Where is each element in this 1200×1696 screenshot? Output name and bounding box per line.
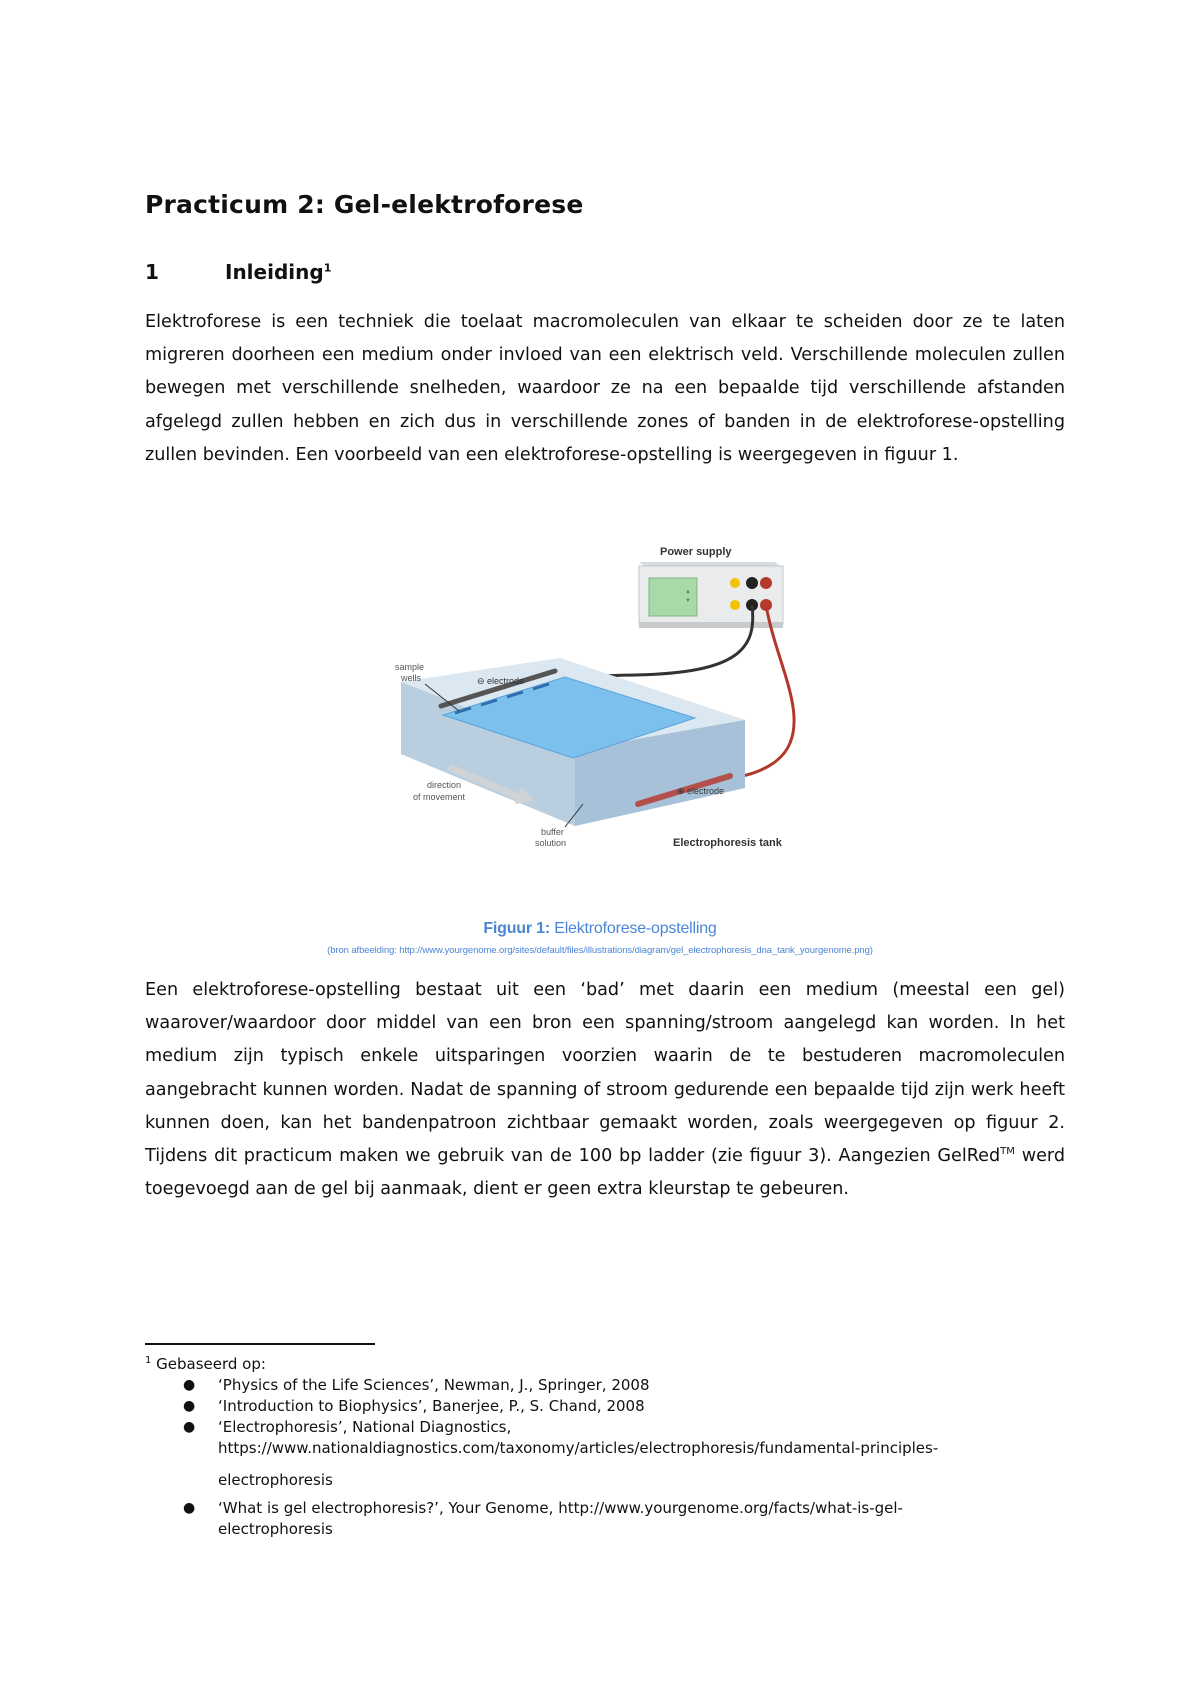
power-supply-base: [639, 622, 783, 628]
footnote-item-text: ‘Electrophoresis’, National Diagnostics,: [218, 1418, 512, 1436]
footnote-intro-text: Gebaseerd op:: [151, 1355, 266, 1373]
indicator-yellow-bottom: [730, 600, 740, 610]
label-electrode-bottom: ⊕ electrode: [677, 786, 725, 796]
footnote-link-cont[interactable]: electrophoresis: [218, 1471, 333, 1489]
page-title: Practicum 2: Gel-elektroforese: [145, 190, 584, 219]
caption-text: Elektroforese-opstelling: [549, 920, 717, 937]
body-text-before: Een elektroforese-opstelling bestaat uit een ‘bad’ met daarin een medium (meestal een gel) waarover/waardoor door middel van een bron een spanning/stroom aangelegd kan worden. In het medium zijn typisch enkele uitsparingen voorzien waarin de te bestuderen macromoleculen aangebracht kunnen worden. Nadat de spanning of stroom gedurende een bepaalde tijd zijn werk heeft kunnen doen, kan het bandenpatroon zichtbaar gemaakt worden, zoals weergegeven op figuur 2. Tijdens dit practicum maken we gebruik van de 100 bp ladder (zie figuur 3). Aangezien GelRed: [145, 980, 1065, 1167]
indicator-yellow-top: [730, 578, 740, 588]
terminal-red-top: [760, 577, 772, 589]
footnote-item: [145, 1396, 1065, 1416]
display-up-arrow: ▲: [685, 589, 691, 595]
label-buffer-1: buffer: [541, 827, 564, 837]
footnote-item-text: ‘Physics of the Life Sciences’, Newman, J., Springer, 2008: [218, 1376, 650, 1394]
footnote-item-text: ‘What is gel electrophoresis?’, Your Genome, http://www.yourgenome.org/facts/what-is-gel-: [218, 1499, 903, 1517]
caption-label: Figuur 1:: [483, 920, 550, 937]
bullet-icon: ●: [183, 1377, 196, 1393]
display-down-arrow: ▼: [685, 598, 691, 604]
footnotes: [145, 1354, 1065, 1547]
label-buffer-2: solution: [535, 838, 567, 848]
label-power-supply: Power supply: [660, 546, 732, 558]
figure-caption: [200, 920, 1000, 938]
label-direction-1: direction: [427, 780, 462, 790]
footnote-item: [145, 1375, 1065, 1395]
bullet-icon: ●: [183, 1398, 196, 1414]
label-sample-2: wells: [401, 673, 422, 683]
body-text-after: werd toegevoegd aan de gel bij aanmaak, dient er geen extra kleurstap te gebeuren.: [145, 1146, 1066, 1200]
footnote-list: [145, 1375, 1065, 1545]
body-paragraph: [145, 974, 1065, 1206]
footnote-link-cont[interactable]: electrophoresis: [218, 1520, 333, 1538]
section-heading: [145, 260, 331, 284]
label-direction-2: of movement: [413, 792, 466, 802]
footnote-item-continuation: [145, 1513, 1065, 1545]
intro-paragraph: Elektroforese is een techniek die toelaat macromoleculen van elkaar te scheiden door ze te laten migreren doorheen een medium onder invloed van een elektrisch veld. Verschillende moleculen zullen bewegen met verschillende snelheden, waardoor ze na een bepaalde tijd verschillende afstanden afgelegd zullen hebben en zich dus in verschillende zones of banden in de elektroforese-opstelling zullen bevinden. Een voorbeeld van een elektroforese-opstelling is weergegeven in figuur 1.: [145, 312, 1065, 465]
terminal-black-top: [746, 577, 758, 589]
section-title: Inleiding: [225, 260, 324, 284]
footnote-number: 1: [145, 1355, 152, 1366]
footnote-intro: [145, 1354, 1065, 1374]
label-sample-1: sample: [395, 662, 425, 672]
footnote-item-continuation: [145, 1432, 1065, 1496]
power-supply-display: [649, 578, 697, 616]
trademark-mark: TM: [1000, 1146, 1015, 1158]
footnote-link[interactable]: https://www.nationaldiagnostics.com/taxonomy/articles/electrophoresis/fundamental-principles-: [218, 1439, 939, 1457]
bullet-icon: ●: [183, 1500, 196, 1516]
figure-source[interactable]: (bron afbeelding: http://www.yourgenome.org/sites/default/files/illustrations/diagram/gel_electrophoresis_dna_tank_yourgenome.png): [327, 945, 873, 956]
label-tank: Electrophoresis tank: [673, 837, 782, 849]
footnote-ref[interactable]: 1: [323, 261, 332, 275]
footnote-item-text: ‘Introduction to Biophysics’, Banerjee, P., S. Chand, 2008: [218, 1397, 645, 1415]
footnote-separator: [145, 1343, 375, 1345]
electrophoresis-figure: [395, 538, 805, 888]
electrophoresis-diagram: [395, 538, 805, 888]
bullet-icon: ●: [183, 1419, 196, 1435]
section-number: 1: [145, 260, 159, 284]
label-electrode-top: ⊖ electrode: [477, 676, 525, 686]
